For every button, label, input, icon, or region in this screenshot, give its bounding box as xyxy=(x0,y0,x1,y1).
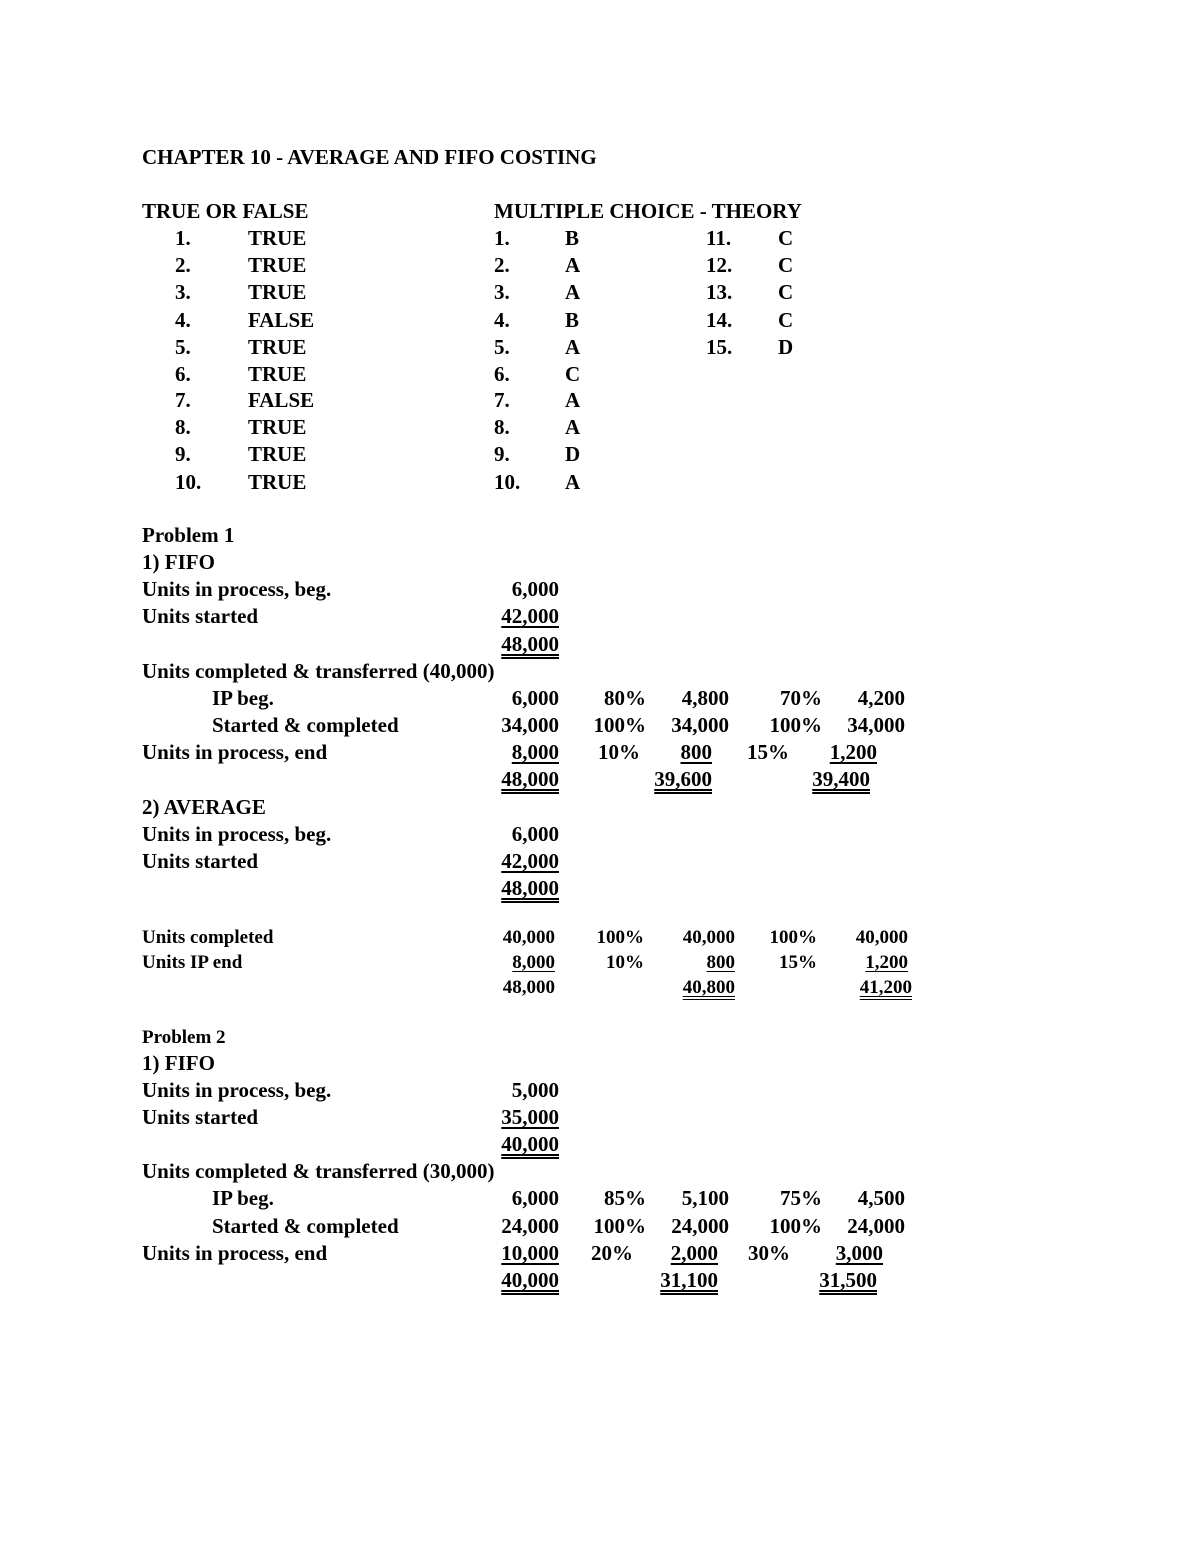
percent-value: 100% xyxy=(593,713,646,737)
mc-num: 15. xyxy=(706,335,733,359)
problem-1-title: Problem 1 xyxy=(142,523,235,547)
mc-answer: C xyxy=(778,253,794,277)
mc-heading: MULTIPLE CHOICE - THEORY xyxy=(494,199,802,223)
row-label: IP beg. xyxy=(212,1186,274,1210)
row-label: Started & completed xyxy=(212,713,399,737)
equiv-total: 31,100 xyxy=(660,1268,718,1292)
tf-num: 8. xyxy=(175,415,191,439)
mc-answer: A xyxy=(565,415,581,439)
row-label: Units completed & transferred (40,000) xyxy=(142,659,495,683)
percent-value: 15% xyxy=(779,952,817,973)
mc-answer: A xyxy=(565,388,581,412)
equiv-units: 800 xyxy=(680,740,712,764)
mc-num: 8. xyxy=(494,415,510,439)
row-label: Units IP end xyxy=(142,952,243,973)
mc-answer: D xyxy=(778,335,794,359)
tf-num: 9. xyxy=(175,442,191,466)
mc-num: 4. xyxy=(494,308,510,332)
units-value: 8,000 xyxy=(512,952,555,973)
mc-answer: B xyxy=(565,226,580,250)
page-title: CHAPTER 10 - AVERAGE AND FIFO COSTING xyxy=(142,145,597,169)
tf-num: 6. xyxy=(175,362,191,386)
units-total: 48,000 xyxy=(501,632,559,656)
tf-num: 7. xyxy=(175,388,191,412)
percent-value: 100% xyxy=(596,927,644,948)
equiv-total: 40,800 xyxy=(682,977,735,998)
row-label: Units started xyxy=(142,1105,259,1129)
tf-heading: TRUE OR FALSE xyxy=(142,199,309,223)
tf-num: 1. xyxy=(175,226,191,250)
mc-num: 11. xyxy=(706,226,732,250)
tf-num: 3. xyxy=(175,280,191,304)
tf-answer: TRUE xyxy=(248,280,307,304)
row-label: Units in process, beg. xyxy=(142,822,332,846)
mc-num: 1. xyxy=(494,226,510,250)
units-value: 24,000 xyxy=(501,1214,559,1238)
tf-answer: TRUE xyxy=(248,470,307,494)
percent-value: 70% xyxy=(780,686,822,710)
percent-value: 30% xyxy=(748,1241,790,1265)
equiv-units: 1,200 xyxy=(865,952,908,973)
mc-num: 10. xyxy=(494,470,521,494)
row-label: Units in process, beg. xyxy=(142,577,332,601)
row-label: IP beg. xyxy=(212,686,274,710)
row-label: Units in process, beg. xyxy=(142,1078,332,1102)
equiv-units: 40,000 xyxy=(855,927,908,948)
mc-num: 12. xyxy=(706,253,733,277)
mc-num: 5. xyxy=(494,335,510,359)
units-value: 34,000 xyxy=(501,713,559,737)
equiv-units: 34,000 xyxy=(847,713,905,737)
mc-num: 13. xyxy=(706,280,733,304)
percent-value: 80% xyxy=(604,686,646,710)
equiv-units: 4,200 xyxy=(857,686,905,710)
percent-value: 85% xyxy=(604,1186,646,1210)
tf-answer: TRUE xyxy=(248,362,307,386)
row-label: Units completed & transferred (30,000) xyxy=(142,1159,495,1183)
units-total: 48,000 xyxy=(501,876,559,900)
percent-value: 10% xyxy=(598,740,640,764)
mc-num: 14. xyxy=(706,308,733,332)
percent-value: 75% xyxy=(780,1186,822,1210)
percent-value: 10% xyxy=(606,952,644,973)
percent-value: 100% xyxy=(769,927,817,948)
equiv-units: 5,100 xyxy=(681,1186,729,1210)
row-label: Started & completed xyxy=(212,1214,399,1238)
row-label: Units in process, end xyxy=(142,740,328,764)
equiv-total: 39,600 xyxy=(654,767,712,791)
equiv-units: 3,000 xyxy=(835,1241,883,1265)
tf-num: 5. xyxy=(175,335,191,359)
units-value: 42,000 xyxy=(501,604,559,628)
percent-value: 100% xyxy=(769,1214,822,1238)
mc-answer: A xyxy=(565,253,581,277)
equiv-units: 2,000 xyxy=(670,1241,718,1265)
equiv-total: 39,400 xyxy=(812,767,870,791)
mc-answer: C xyxy=(778,308,794,332)
tf-num: 10. xyxy=(175,470,202,494)
units-value: 8,000 xyxy=(511,740,559,764)
row-label: Units in process, end xyxy=(142,1241,328,1265)
tf-answer: TRUE xyxy=(248,442,307,466)
tf-answer: TRUE xyxy=(248,415,307,439)
p2-fifo-label: 1) FIFO xyxy=(142,1051,215,1075)
mc-answer: A xyxy=(565,335,581,359)
equiv-units: 4,800 xyxy=(681,686,729,710)
units-total: 48,000 xyxy=(502,977,555,998)
equiv-total: 41,200 xyxy=(859,977,912,998)
tf-answer: FALSE xyxy=(248,388,315,412)
mc-num: 3. xyxy=(494,280,510,304)
mc-num: 7. xyxy=(494,388,510,412)
percent-value: 100% xyxy=(769,713,822,737)
row-label: Units started xyxy=(142,604,259,628)
units-value: 6,000 xyxy=(511,822,559,846)
tf-answer: TRUE xyxy=(248,335,307,359)
units-value: 6,000 xyxy=(511,686,559,710)
percent-value: 15% xyxy=(747,740,789,764)
mc-num: 2. xyxy=(494,253,510,277)
mc-answer: C xyxy=(565,362,581,386)
equiv-units: 34,000 xyxy=(671,713,729,737)
units-total: 40,000 xyxy=(501,1132,559,1156)
tf-num: 2. xyxy=(175,253,191,277)
equiv-units: 24,000 xyxy=(847,1214,905,1238)
units-value: 6,000 xyxy=(511,1186,559,1210)
p1-fifo-label: 1) FIFO xyxy=(142,550,215,574)
units-value: 40,000 xyxy=(502,927,555,948)
row-label: Units completed xyxy=(142,927,274,948)
units-total: 40,000 xyxy=(501,1268,559,1292)
percent-value: 100% xyxy=(593,1214,646,1238)
units-value: 10,000 xyxy=(501,1241,559,1265)
tf-answer: TRUE xyxy=(248,226,307,250)
mc-answer: A xyxy=(565,280,581,304)
mc-answer: D xyxy=(565,442,581,466)
equiv-units: 24,000 xyxy=(671,1214,729,1238)
units-value: 5,000 xyxy=(511,1078,559,1102)
equiv-units: 1,200 xyxy=(829,740,877,764)
mc-answer: C xyxy=(778,226,794,250)
tf-num: 4. xyxy=(175,308,191,332)
percent-value: 20% xyxy=(591,1241,633,1265)
mc-num: 6. xyxy=(494,362,510,386)
units-total: 48,000 xyxy=(501,767,559,791)
units-value: 42,000 xyxy=(501,849,559,873)
equiv-units: 4,500 xyxy=(857,1186,905,1210)
units-value: 6,000 xyxy=(511,577,559,601)
problem-2-title: Problem 2 xyxy=(142,1027,226,1048)
units-value: 35,000 xyxy=(501,1105,559,1129)
mc-num: 9. xyxy=(494,442,510,466)
row-label: Units started xyxy=(142,849,259,873)
mc-answer: B xyxy=(565,308,580,332)
mc-answer: A xyxy=(565,470,581,494)
mc-answer: C xyxy=(778,280,794,304)
equiv-units: 800 xyxy=(706,952,735,973)
equiv-units: 40,000 xyxy=(682,927,735,948)
tf-answer: FALSE xyxy=(248,308,315,332)
tf-answer: TRUE xyxy=(248,253,307,277)
equiv-total: 31,500 xyxy=(819,1268,877,1292)
p1-average-label: 2) AVERAGE xyxy=(142,795,266,819)
